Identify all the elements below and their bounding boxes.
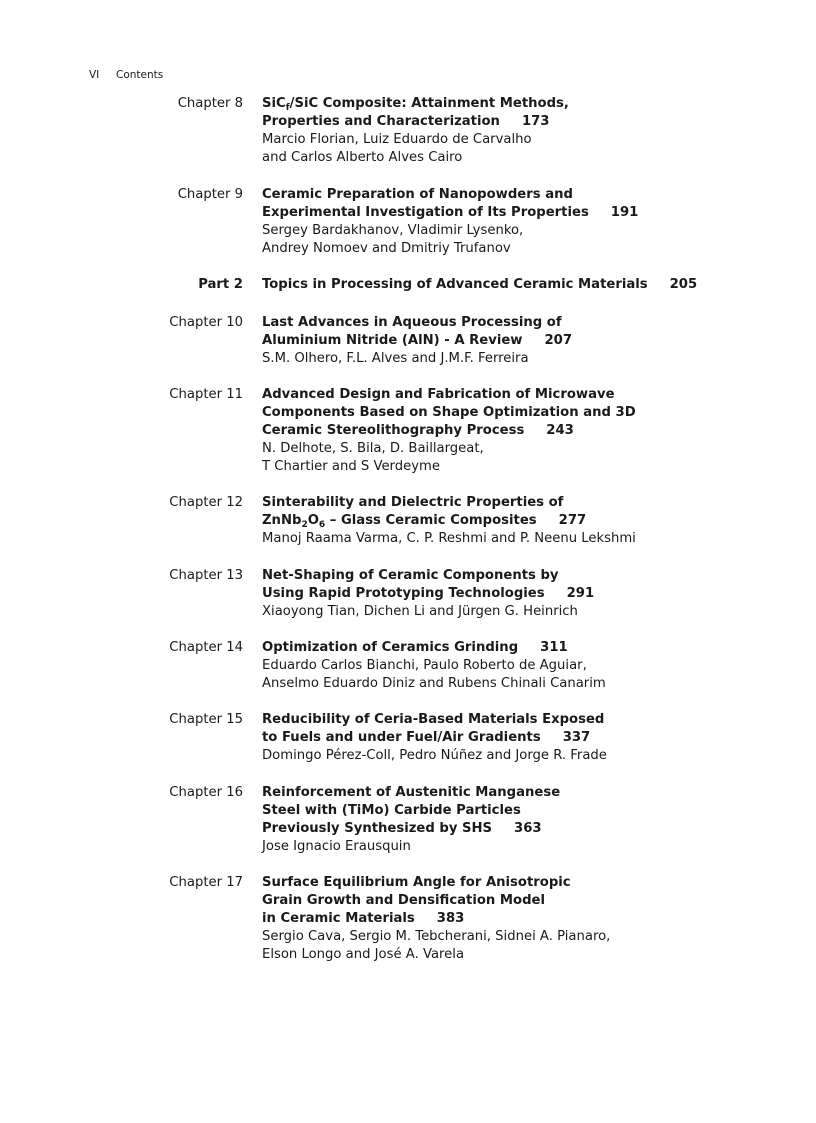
chapter-label: Chapter 13: [169, 568, 243, 583]
toc-entry-chapter-11[interactable]: [150, 386, 710, 476]
page-ref: 173: [521, 113, 550, 129]
toc-entry-part-2[interactable]: [150, 276, 710, 294]
running-head: [89, 69, 163, 81]
running-head-title: Contents: [116, 69, 164, 81]
chapter-authors: Jose Ignacio Erausquin: [262, 838, 411, 854]
page-number: VI: [89, 69, 100, 81]
chapter-authors: Manoj Raama Varma, C. P. Reshmi and P. Neenu Lekshmi: [262, 530, 636, 546]
chapter-title[interactable]: Sinterability and Dielectric Properties of $ZnNb_2O_6$ – Glass Ceramic Composites 277: [262, 495, 587, 530]
toc-entry-chapter-13[interactable]: [150, 567, 710, 621]
page-ref: 191: [610, 204, 639, 220]
part-title[interactable]: Topics in Processing of Advanced Ceramic Materials 205: [262, 277, 698, 292]
chapter-authors: Sergey Bardakhanov, Vladimir Lysenko, Andrey Nomoev and Dmitriy Trufanov: [262, 222, 524, 256]
chapter-authors: N. Delhote, S. Bila, D. Baillargeat, T Chartier and S Verdeyme: [262, 440, 484, 474]
toc-entry-chapter-16[interactable]: [150, 784, 710, 856]
page-ref: 205: [669, 277, 698, 292]
chapter-title[interactable]: SiC$_f$/SiC Composite: Attainment Methods, Properties and Characterization 173: [262, 96, 569, 129]
chapter-label: Chapter 9: [177, 187, 243, 202]
chapter-title[interactable]: Reducibility of Ceria-Based Materials Exposed to Fuels and under Fuel/Air Gradients 337: [262, 712, 605, 745]
chapter-title[interactable]: Last Advances in Aqueous Processing of Aluminium Nitride (AlN) - A Review 207: [262, 315, 573, 348]
page-ref: 243: [546, 422, 574, 438]
chapter-authors: Xiaoyong Tian, Dichen Li and Jürgen G. Heinrich: [262, 603, 578, 619]
page-ref: 363: [514, 820, 542, 836]
toc-entry-chapter-15[interactable]: [150, 711, 710, 765]
page-ref: 277: [558, 512, 587, 528]
chapter-title[interactable]: Optimization of Ceramics Grinding 311: [262, 640, 568, 655]
toc-entry-chapter-9[interactable]: [150, 186, 710, 258]
chapter-authors: Marcio Florian, Luiz Eduardo de Carvalho and Carlos Alberto Alves Cairo: [262, 131, 532, 165]
page-ref: 311: [540, 640, 568, 655]
chapter-label: Chapter 11: [169, 387, 243, 402]
chapter-label: Chapter 12: [169, 495, 243, 510]
chapter-title[interactable]: Ceramic Preparation of Nanopowders and Experimental Investigation of Its Properties 191: [262, 187, 639, 220]
chapter-label: Chapter 16: [169, 785, 243, 800]
toc-entry-chapter-8[interactable]: [150, 95, 710, 167]
chapter-authors: Eduardo Carlos Bianchi, Paulo Roberto de Aguiar, Anselmo Eduardo Diniz and Rubens Chinali Canarim: [262, 657, 606, 691]
chapter-label: Chapter 14: [169, 640, 243, 655]
toc-entry-chapter-12[interactable]: [150, 494, 710, 548]
chapter-label: Chapter 10: [169, 315, 243, 330]
chapter-label: Chapter 15: [169, 712, 243, 727]
chapter-title[interactable]: Advanced Design and Fabrication of Microwave Components Based on Shape Optimization and 3D Ceramic Stereolithography Process 243: [262, 387, 636, 438]
chapter-authors: S.M. Olhero, F.L. Alves and J.M.F. Ferreira: [262, 350, 529, 366]
toc-entry-chapter-10[interactable]: [150, 314, 710, 368]
page-ref: 383: [436, 910, 465, 926]
chapter-title[interactable]: Surface Equilibrium Angle for Anisotropic Grain Growth and Densification Model in Ceramic Materials 383: [262, 875, 571, 926]
chapter-title[interactable]: Reinforcement of Austenitic Manganese Steel with (TiMo) Carbide Particles Previously Synthesized by SHS 363: [262, 785, 561, 836]
toc-entry-chapter-17[interactable]: [150, 874, 710, 964]
chapter-label: Chapter 17: [169, 875, 243, 890]
chapter-authors: Sergio Cava, Sergio M. Tebcherani, Sidnei A. Pianaro, Elson Longo and José A. Varela: [262, 928, 611, 962]
page-ref: 291: [566, 585, 595, 601]
page-ref: 207: [544, 332, 573, 348]
page-ref: 337: [562, 729, 591, 745]
toc-entry-chapter-14[interactable]: [150, 639, 710, 693]
chapter-authors: Domingo Pérez-Coll, Pedro Núñez and Jorge R. Frade: [262, 747, 607, 763]
chapter-label: Chapter 8: [177, 96, 243, 111]
chapter-title[interactable]: Net-Shaping of Ceramic Components by Using Rapid Prototyping Technologies 291: [262, 568, 595, 601]
part-label: Part 2: [198, 277, 243, 292]
